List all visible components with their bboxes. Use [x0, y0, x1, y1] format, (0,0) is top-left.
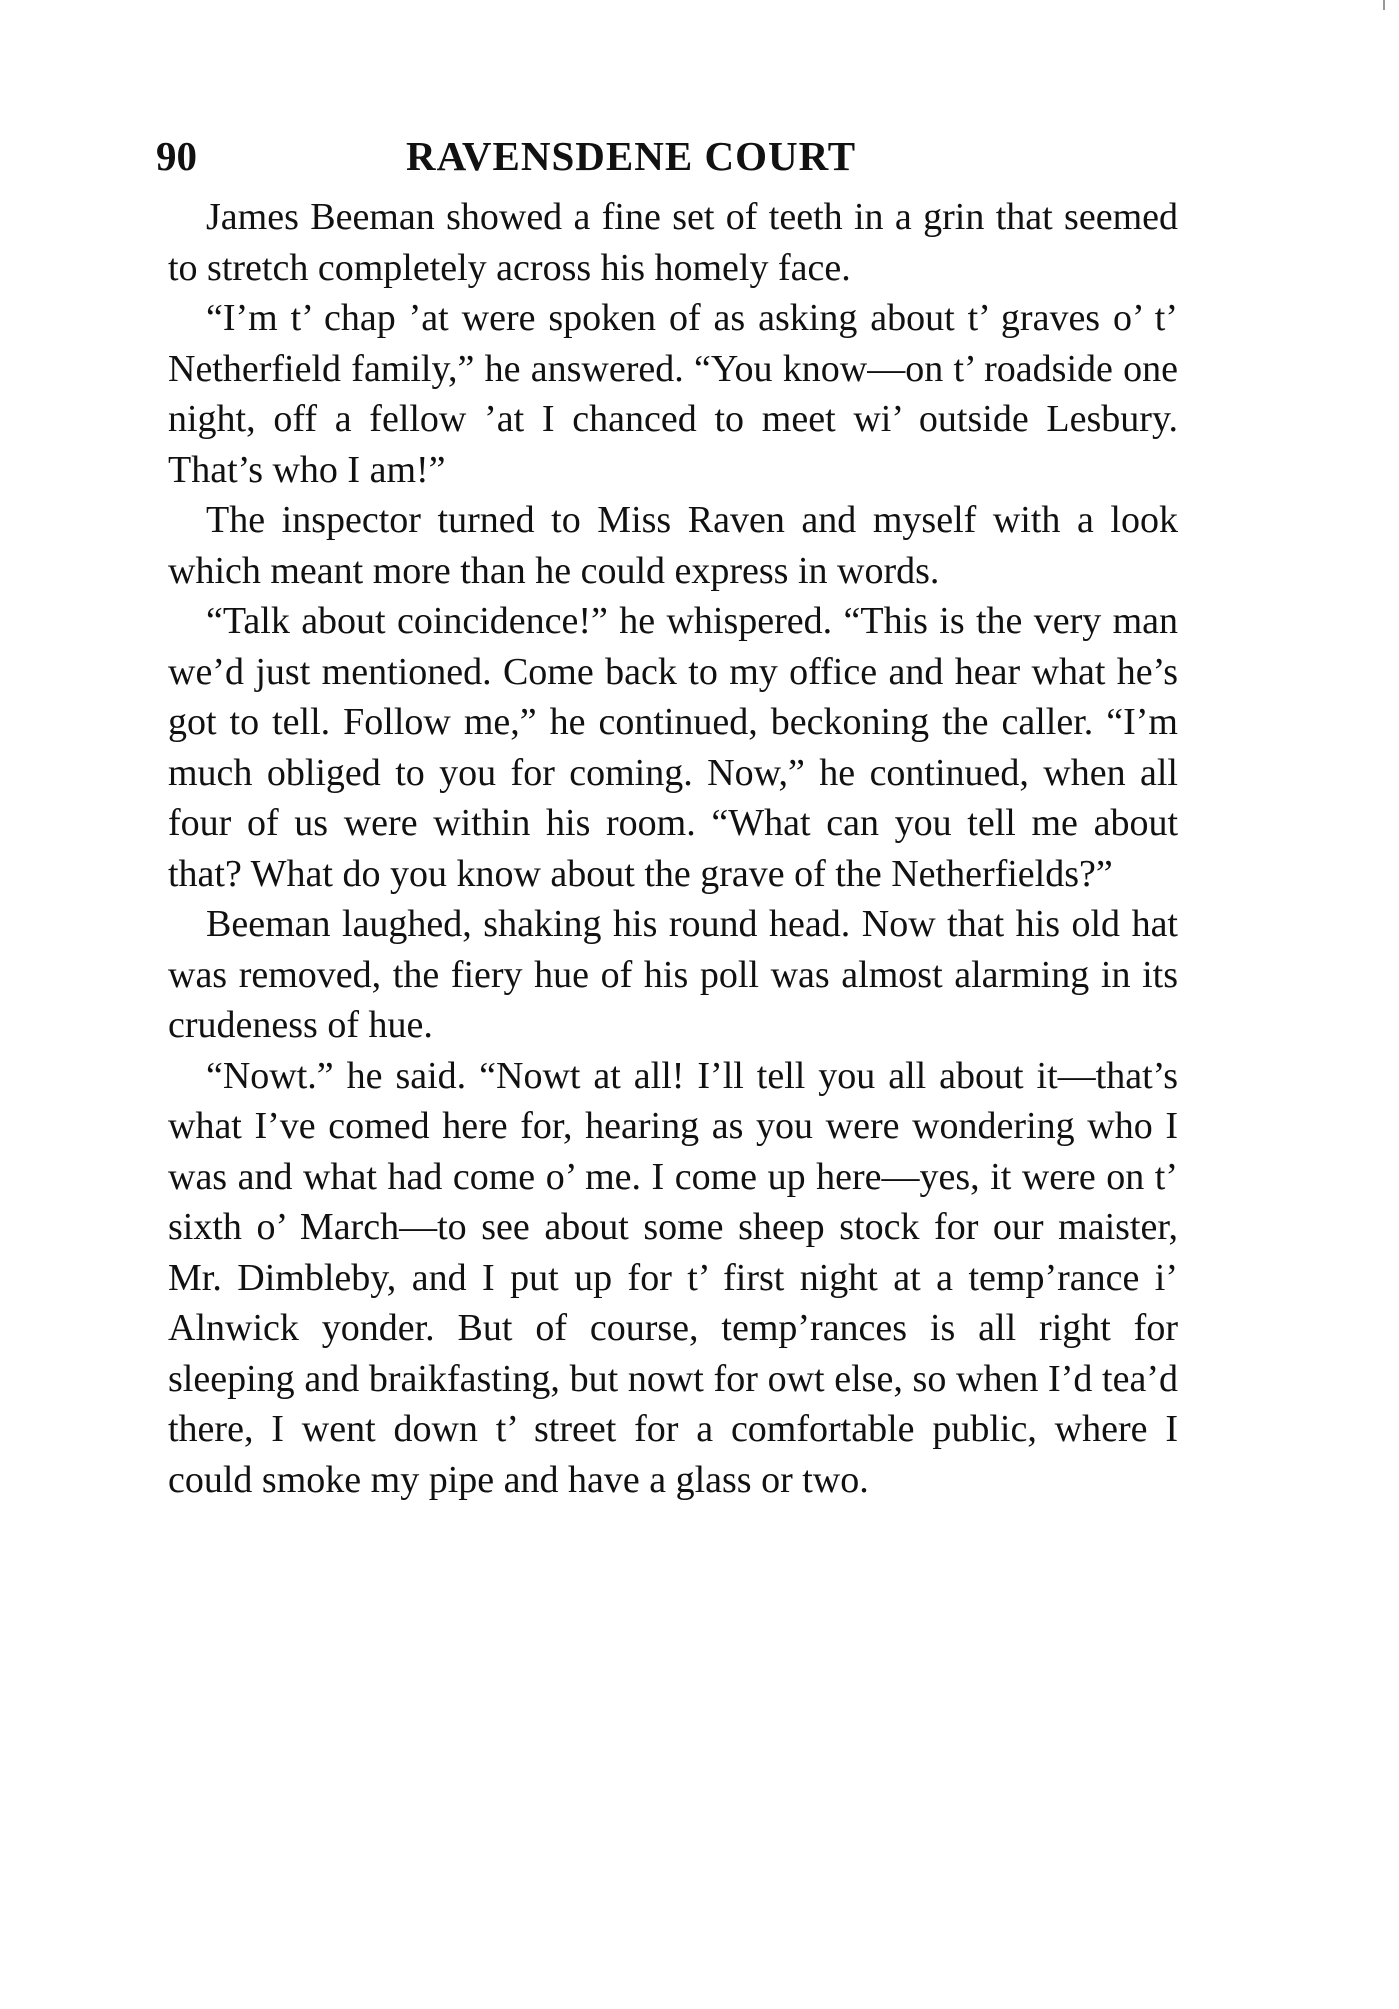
page-edge-mark [1383, 0, 1385, 10]
paragraph: “Nowt.” he said. “Nowt at all! I’ll tell you all about it—that’s what I’ve comed here for, hearing as you were wondering who I was and what had come o’ me. I come up here—yes, it were on t’ sixth o’ March—to see about some sheep stock for our maister, Mr. Dimbleby, and I put up for t’ first night at a temp’rance i’ Alnwick yonder. But of course, temp’rances is all right for sleeping and braikfasting, but nowt for owt else, so when I’d tea’d there, I went down t’ street for a comfortable public, where I could smoke my pipe and have a glass or two. [168, 1054, 1178, 1501]
paragraph: Beeman laughed, shaking his round head. Now that his old hat was removed, the fiery hue of his poll was almost alarming in its crudeness of hue. [168, 903, 1178, 1046]
running-head: RAVENSDENE COURT [406, 133, 857, 179]
paragraph: The inspector turned to Miss Raven and myself with a look which meant more than he could express in words. [168, 499, 1178, 592]
page-number: 90 [156, 133, 197, 179]
paragraph: “I’m t’ chap ’at were spoken of as asking about t’ graves o’ t’ Netherfield family,” he answered. “You know—on t’ roadside one night, off a fellow ’at I chanced to meet wi’ outside Lesbury. That’s who I am!” [168, 297, 1178, 491]
page-header [156, 128, 1186, 184]
body-text [168, 192, 1178, 1505]
paragraph: “Talk about coincidence!” he whispered. “This is the very man we’d just mentioned. Come back to my office and hear what he’s got to tell. Follow me,” he continued, beckoning the caller. “I’m much obliged to you for coming. Now,” he continued, when all four of us were within his room. “What can you tell me about that? What do you know about the grave of the Netherfields?” [168, 600, 1178, 895]
paragraph: James Beeman showed a fine set of teeth in a grin that seemed to stretch completely across his homely face. [168, 196, 1178, 289]
